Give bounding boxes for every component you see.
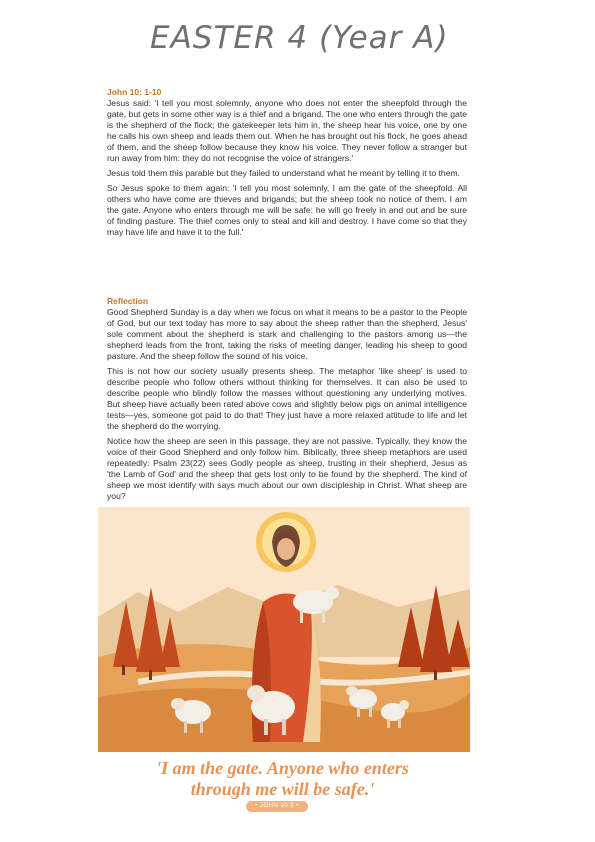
quote-reference-badge: • JOHN 10:9 •: [246, 801, 308, 812]
reflection-paragraph: Notice how the sheep are seen in this passage, they are not passive. Typically, they know the voice of their Good Shepherd and only follow him. Biblically, three sheep metaphors are used repeatedly: Psalm 23(22) sees Godly people as sheep, trusting in their shepherd, Jesus as 'the Lamb of God' and the sheep that gets lost only to be found by the shepherd. The kind of sheep we most identify with says much about our own discipleship in Christ. What sheep are you?: [107, 436, 467, 501]
reflection-paragraph: Good Shepherd Sunday is a day when we focus on what it means to be a pastor to the People of God, but our text today has more to say about the sheep rather than the shepherd. Jesus' sole comment about the shepherd is stark and challenging to the pastors among us—the shepherd leads from the front, taking the risks of meeting danger, leading his sheep to good pasture. And the sheep follow the sound of his voice.: [107, 307, 467, 361]
quote-line-2: through me will be safe.': [190, 779, 375, 799]
quote-line-1: 'I am the gate. Anyone who enters: [156, 758, 409, 778]
reflection-heading: Reflection: [107, 296, 149, 306]
page-title: EASTER 4 (Year A): [150, 20, 449, 56]
good-shepherd-illustration: [98, 507, 470, 752]
gospel-paragraph: Jesus told them this parable but they failed to understand what he meant by telling it to them.: [107, 168, 461, 178]
gospel-paragraph: So Jesus spoke to them again: 'I tell you most solemnly, I am the gate of the sheepfold. All others who have come are thieves and brigands; but the sheep took no notice of them. I am the gate. Anyone who enters through me will be safe: he will go freely in and out and be sure of finding pasture. The thief comes only to steal and kill and destroy. I have come so that they may have life and have it to the full.': [107, 183, 467, 237]
gospel-paragraph: Jesus said: 'I tell you most solemnly, anyone who does not enter the sheepfold through the gate, but gets in some other way is a thief and a brigand. The one who enters through the gate is the shepherd of the flock; the gatekeeper lets him in, the sheep hear his voice, one by one he calls his own sheep and leads them out. When he has brought out his flock, he goes ahead of them, and the sheep follow because they know his voice. They never follow a stranger but run away from him: they do not recognise the voice of strangers.': [107, 98, 467, 163]
reflection-paragraph: This is not how our society usually presents sheep. The metaphor 'like sheep' is used to describe people who follow others without thinking for themselves. It can also be used to describe people who blindly follow the masses without questioning any underlying motives. But sheep have actually been rated above cows and slightly below pigs on animal intelligence tests—yes, someone got paid to do that! They just have a more relaxed attitude to life and let the shepherd do the worrying.: [107, 366, 467, 431]
gospel-section: [107, 87, 467, 242]
reflection-section: [107, 296, 467, 506]
gospel-heading: John 10: 1-10: [107, 87, 162, 97]
scripture-quote: [100, 758, 465, 800]
